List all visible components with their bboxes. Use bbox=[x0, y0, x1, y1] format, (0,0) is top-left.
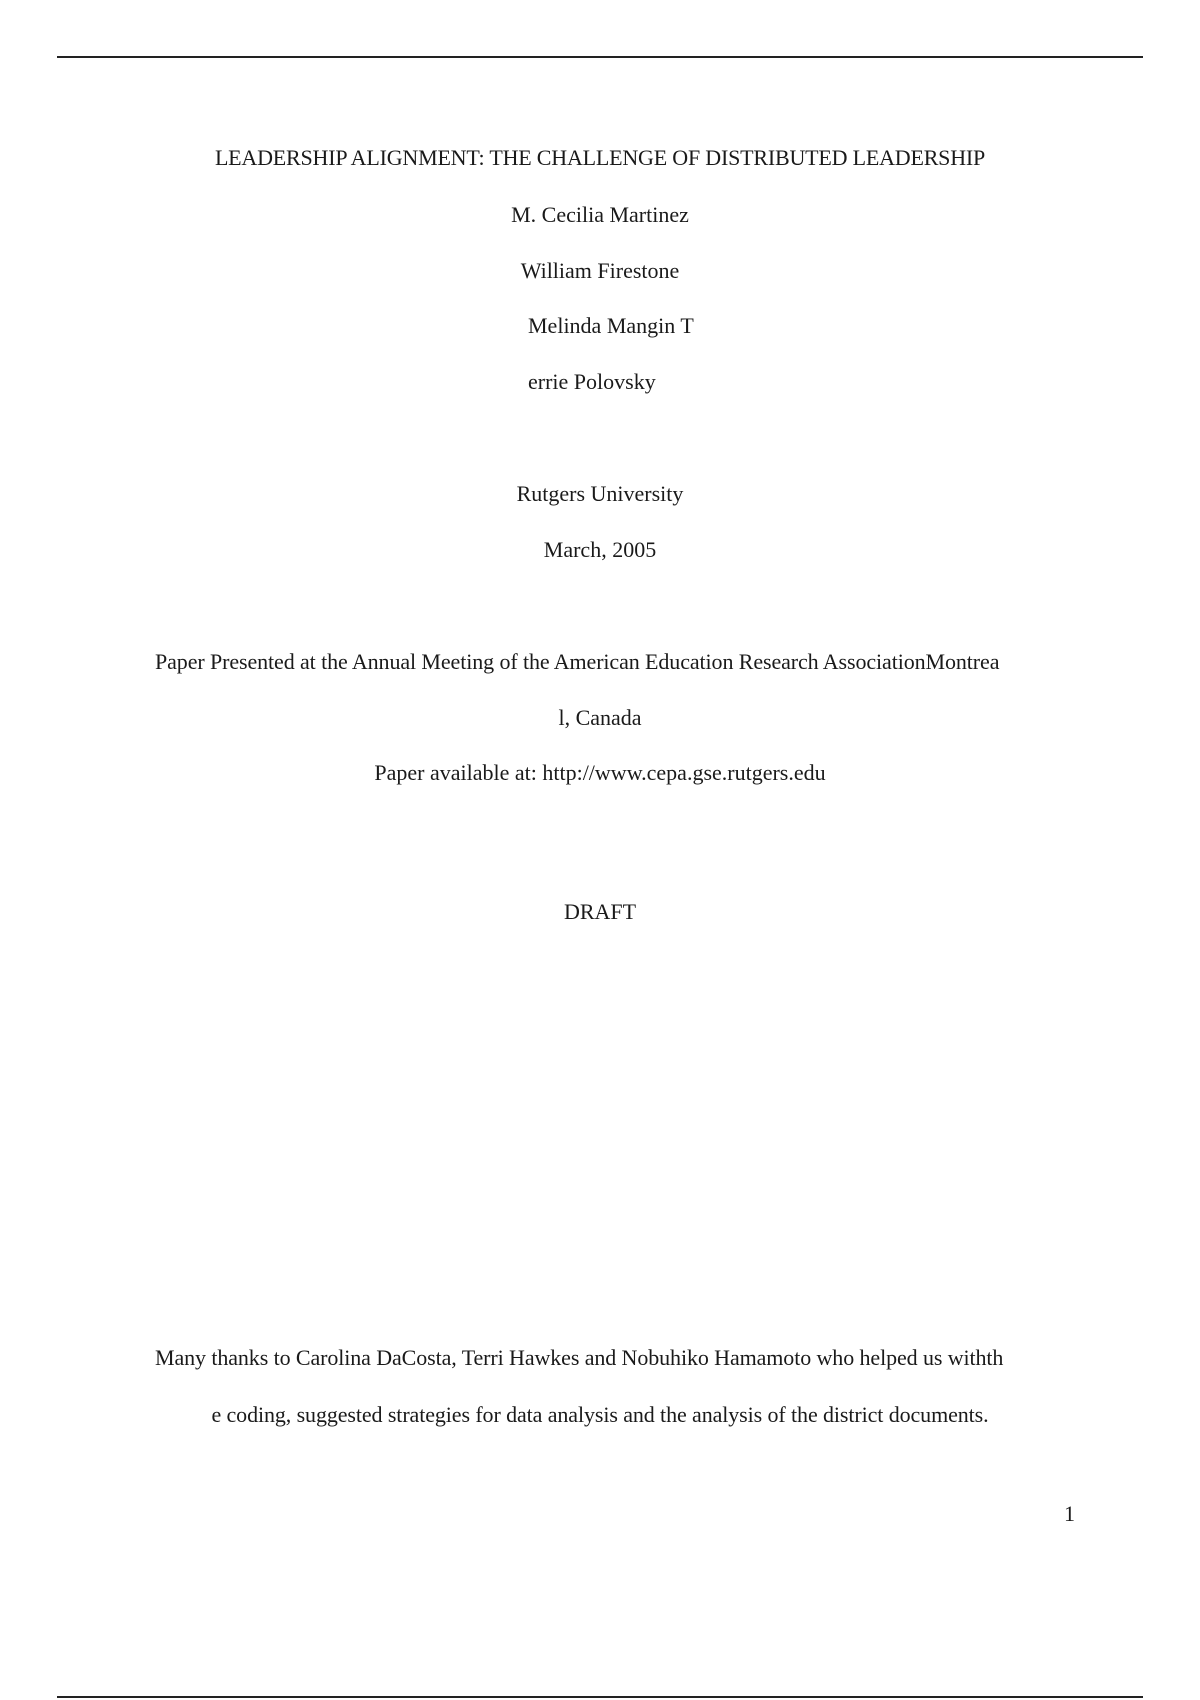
draft-label: DRAFT bbox=[563, 899, 637, 924]
presentation-note-line-2: l, Canada bbox=[558, 705, 642, 730]
affiliation: Rutgers University bbox=[516, 481, 684, 506]
availability-note: Paper available at: http://www.cepa.gse.rutgers.edu bbox=[374, 760, 826, 785]
acknowledgement-line-2: e coding, suggested strategies for data analysis and the analysis of the district documents. bbox=[211, 1402, 989, 1427]
bottom-rule bbox=[57, 1696, 1143, 1698]
page-number: 1 bbox=[1064, 1501, 1075, 1526]
author-name: Melinda Mangin T bbox=[528, 313, 694, 338]
acknowledgement-line-1: Many thanks to Carolina DaCosta, Terri Hawkes and Nobuhiko Hamamoto who helped us withth bbox=[155, 1345, 1004, 1370]
author-name: errie Polovsky bbox=[528, 369, 656, 394]
author-name: William Firestone bbox=[520, 258, 680, 283]
top-rule bbox=[57, 56, 1143, 58]
date: March, 2005 bbox=[543, 537, 657, 562]
presentation-note-line-1: Paper Presented at the Annual Meeting of the American Education Research AssociationMontrea bbox=[155, 649, 1000, 674]
author-name: M. Cecilia Martinez bbox=[511, 202, 689, 227]
paper-title: LEADERSHIP ALIGNMENT: THE CHALLENGE OF DISTRIBUTED LEADERSHIP bbox=[214, 145, 986, 170]
